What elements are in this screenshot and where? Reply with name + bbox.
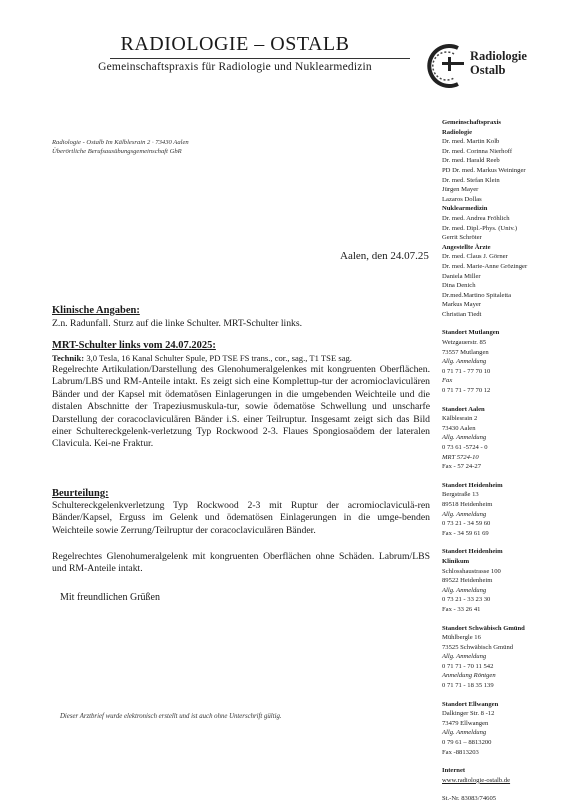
logo-line-1: Radiologie: [470, 49, 527, 63]
location-label: Allg. Anmeldung: [442, 434, 487, 442]
location-label: Fax: [442, 377, 453, 385]
doctor-name: Christian Tiedt: [442, 310, 482, 318]
doctor-name: Dr. med. Martin Kolb: [442, 138, 500, 146]
sender-line-1: Radiologie - Ostalb Im Kälblesrain 2 · 73430 Aalen: [52, 139, 189, 146]
sidebar-nuclear-heading: Nuklearmedizin: [442, 205, 488, 213]
doctor-name: Lazaros Dollas: [442, 195, 482, 203]
website-link[interactable]: www.radiologie-ostalb.de: [442, 776, 511, 784]
practice-sidebar: [442, 118, 562, 804]
assessment-heading: Beurteilung:: [52, 488, 109, 499]
doctor-name: Dr. med. Stefan Klein: [442, 176, 500, 184]
location-heidenheim-heading: Standort Heidenheim: [442, 481, 503, 489]
location-label: Allg. Anmeldung: [442, 586, 487, 594]
doctor-name: PD Dr. med. Markus Weininger: [442, 166, 526, 174]
practice-subtitle: Gemeinschaftspraxis für Radiologie und Nuklearmedizin: [98, 61, 372, 73]
doctor-name: Jürgen Mayer: [442, 186, 479, 194]
location-fax: Fax - 57 24-27: [442, 463, 482, 471]
doctor-name: Dr. med. Claus J. Görner: [442, 253, 508, 261]
signature-footnote: Dieser Arztbrief wurde elektronisch erstellt und ist auch ohne Unterschrift gültig.: [60, 713, 282, 720]
location-address: 73479 Ellwangen: [442, 719, 489, 727]
doctor-name: Markus Mayer: [442, 301, 482, 309]
mrt-heading: MRT-Schulter links vom 24.07.2025:: [52, 340, 216, 351]
closing-greeting: Mit freundlichen Grüßen: [60, 592, 160, 603]
location-label: Allg. Anmeldung: [442, 729, 487, 737]
location-phone: 0 71 71 - 18 35 139: [442, 682, 494, 690]
location-address: 73557 Mutlangen: [442, 348, 489, 356]
location-gmuend-heading: Standort Schwäbisch Gmünd: [442, 624, 525, 632]
letter-date: Aalen, den 24.07.25: [340, 250, 429, 262]
doctor-name: Dina Denich: [442, 282, 476, 290]
sender-line-2: Überörtliche Berufsausübungsgemeinschaft GbR: [52, 148, 182, 155]
clinical-heading: Klinische Angaben:: [52, 305, 140, 316]
practice-title: RADIOLOGIE – OSTALB: [120, 33, 350, 55]
technique-text: 3,0 Tesla, 16 Kanal Schulter Spule, PD TSE FS trans., cor., sag., T1 TSE sag.: [84, 353, 352, 363]
doctor-name: Dr.med.Martino Spitaletta: [442, 291, 512, 299]
sidebar-radiology-heading: Radiologie: [442, 128, 473, 136]
assessment-text-2: Regelrechtes Glenohumeralgelenk mit kongruenten Oberflächen ohne Schäden. Labrum/LBS und RM-Anteile intakt.: [52, 551, 430, 575]
technique-line: [52, 352, 430, 364]
location-phone: 0 79 61 – 8813200: [442, 739, 492, 747]
location-fax: Fax - 34 59 61 69: [442, 529, 489, 537]
location-phone: 0 71 71 - 77 70 10: [442, 367, 491, 375]
location-label: Allg. Anmeldung: [442, 653, 487, 661]
findings-text: Regelrechte Artikulation/Darstellung des Glenohumeralgelenkes mit kongruenten Oberflächen. Labrum/LBS und RM-Anteile intakt. Es zeigt sich eine Komplettup-tur der acromioclaviculären Bänder und der Kapsel mit ödematösen Einlagerungen in die umgebenden Weichteile und die distalen Abschnitte der Trapeziusmuskula-tur, sowie ödematöse Schwellung und unscharfe Darstellung der coracoclaviculären Bänder i.S. einer Teilruptur. Insgesamt zeigt sich das Bild einer Schultereckgelenk-verletzung Typ Rockwood 2-3. Flaues Spongiosaödem der lateralen Clavicula. Kei-ne Fraktur.: [52, 364, 430, 450]
location-fax: Fax - 33 26 41: [442, 605, 481, 613]
doctor-name: Dr. med. Marie-Anne Grözinger: [442, 262, 528, 270]
location-address: Dalkinger Str. 8 -12: [442, 710, 495, 718]
location-fax: Fax -8813203: [442, 748, 479, 756]
location-address: Kälblesrain 2: [442, 415, 478, 423]
doctor-name: Gerrit Schröter: [442, 234, 482, 242]
doctor-name: Daniela Miller: [442, 272, 481, 280]
location-address: Mühlbergle 16: [442, 634, 481, 642]
doctor-name: Dr. med. Harald Reeb: [442, 157, 500, 165]
location-address: Bergstraße 13: [442, 491, 479, 499]
logo-line-2: Ostalb: [470, 63, 506, 77]
location-address: 89522 Heidenheim: [442, 577, 493, 585]
location-address: 73525 Schwäbisch Gmünd: [442, 643, 514, 651]
internet-heading: Internet: [442, 767, 466, 775]
location-heidenheim-klinikum-heading: Standort Heidenheim: [442, 548, 503, 556]
location-mrt: MRT 5724-10: [442, 453, 479, 461]
location-fax: 0 71 71 - 77 70 12: [442, 387, 491, 395]
location-mutlangen-heading: Standort Mutlangen: [442, 329, 500, 337]
location-address: Schlosshaustrasse 100: [442, 567, 501, 575]
location-subheading: Klinikum: [442, 557, 470, 565]
sender-address: [52, 138, 189, 156]
location-address: Wetzgauerstr. 85: [442, 339, 487, 347]
clinical-text: Z.n. Radunfall. Sturz auf die linke Schulter. MRT-Schulter links.: [52, 318, 303, 329]
logo-wordmark: [470, 49, 527, 77]
doctor-name: Dr. med. Corinna Nierhoff: [442, 147, 513, 155]
sidebar-employed-heading: Angestellte Ärzte: [442, 243, 491, 251]
doctor-name: Dr. med. Dipl.-Phys. (Univ.): [442, 224, 518, 232]
doctor-name: Dr. med. Andrea Fröhlich: [442, 214, 510, 222]
sidebar-practice: Gemeinschaftspraxis: [442, 119, 501, 126]
location-label: Allg. Anmeldung: [442, 510, 487, 518]
location-ellwangen-heading: Standort Ellwangen: [442, 700, 499, 708]
technique-label: Technik:: [52, 353, 85, 363]
location-address: 89518 Heidenheim: [442, 500, 493, 508]
assessment-text: Schultereckgelenkverletzung Typ Rockwood 2-3 mit Ruptur der acromioclaviculä-ren Bänder/Kapsel, Erguss im Gelenk und ödematösen Einlagerungen in die umge-benden Weichteile sowie Zerrung/Teilruptur der coracoclaviculären Bänder.: [52, 500, 430, 536]
location-address: 73430 Aalen: [442, 424, 476, 432]
tax-number: St.-Nr. 83083/74605: [442, 795, 497, 803]
location-phone: 0 73 21 - 34 59 60: [442, 520, 491, 528]
location-label: Anmeldung Röntgen: [442, 672, 496, 680]
location-phone: 0 73 21 - 33 23 30: [442, 596, 491, 604]
location-aalen-heading: Standort Aalen: [442, 405, 485, 413]
location-phone: 0 71 71 - 70 11 542: [442, 662, 494, 670]
title-underline: [110, 58, 410, 59]
location-label: Allg. Anmeldung: [442, 358, 487, 366]
location-phone: 0 73 61 -5724 - 0: [442, 444, 488, 451]
